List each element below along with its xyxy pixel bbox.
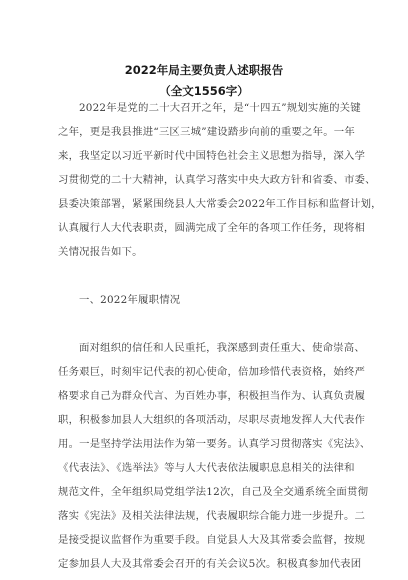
intro-line: 认真履行人大代表职责，圆满完成了全年的各项工作任务，现将相 <box>58 222 366 234</box>
body-line: 是接受提议监督作为重要手段。自觉县人大及其常委会监督，按规 <box>58 534 366 546</box>
intro-line: 之年，更是我县推进“三区三城”建设踏步向前的重要之年。一年 <box>58 126 355 138</box>
body-line: 规范文件，全年组织局党组学法12次，自己及全交通系统全面贯彻 <box>58 486 369 498</box>
intro-line: 习贯彻党的二十大精神，认真学习落实中央大政方针和省委、市委、 <box>58 174 376 186</box>
body-line: 定参加县人大及其常委会召开的有关会议5次。积极真参加代表团 <box>58 558 362 570</box>
intro-line: 县委决策部署，紧紧围绕县人大常委会2022年工作目标和监督计划， <box>58 198 382 210</box>
intro-line: 来，我坚定以习近平新时代中国特色社会主义思想为指导，深入学 <box>58 150 366 162</box>
document-subtitle: （全文1556字） <box>159 84 249 98</box>
body-line: 格要求自己为群众代言、为百姓办事，积极担当作为、认真负责履 <box>58 390 366 402</box>
document-title: 2022年局主要负责人述职报告 <box>124 63 284 77</box>
intro-line: 关情况报告如下。 <box>58 246 143 258</box>
body-line: 《代表法》、《选举法》等与人大代表依法履职息息相关的法律和 <box>58 462 355 474</box>
body-line: 职，积极参加县人大组织的各项活动，尽职尽责地发挥人大代表作 <box>58 414 366 426</box>
section-heading: 一、2022年履职情况 <box>79 294 181 306</box>
intro-line: 2022年是党的二十大召开之年，是“十四五”规划实施的关键 <box>79 102 361 114</box>
body-line: 任务艰巨，时刻牢记代表的初心使命，倍加珍惜代表资格，始终严 <box>58 366 366 378</box>
body-line: 面对组织的信任和人民重托，我深感到责任重大、使命崇高、 <box>79 342 365 354</box>
body-line: 落实《宪法》及相关法律法规，代表履职综合能力进一步提升。二 <box>58 510 366 522</box>
body-line: 用。一是坚持学法用法作为第一要务。认真学习贯彻落实《宪法》、 <box>58 438 371 450</box>
